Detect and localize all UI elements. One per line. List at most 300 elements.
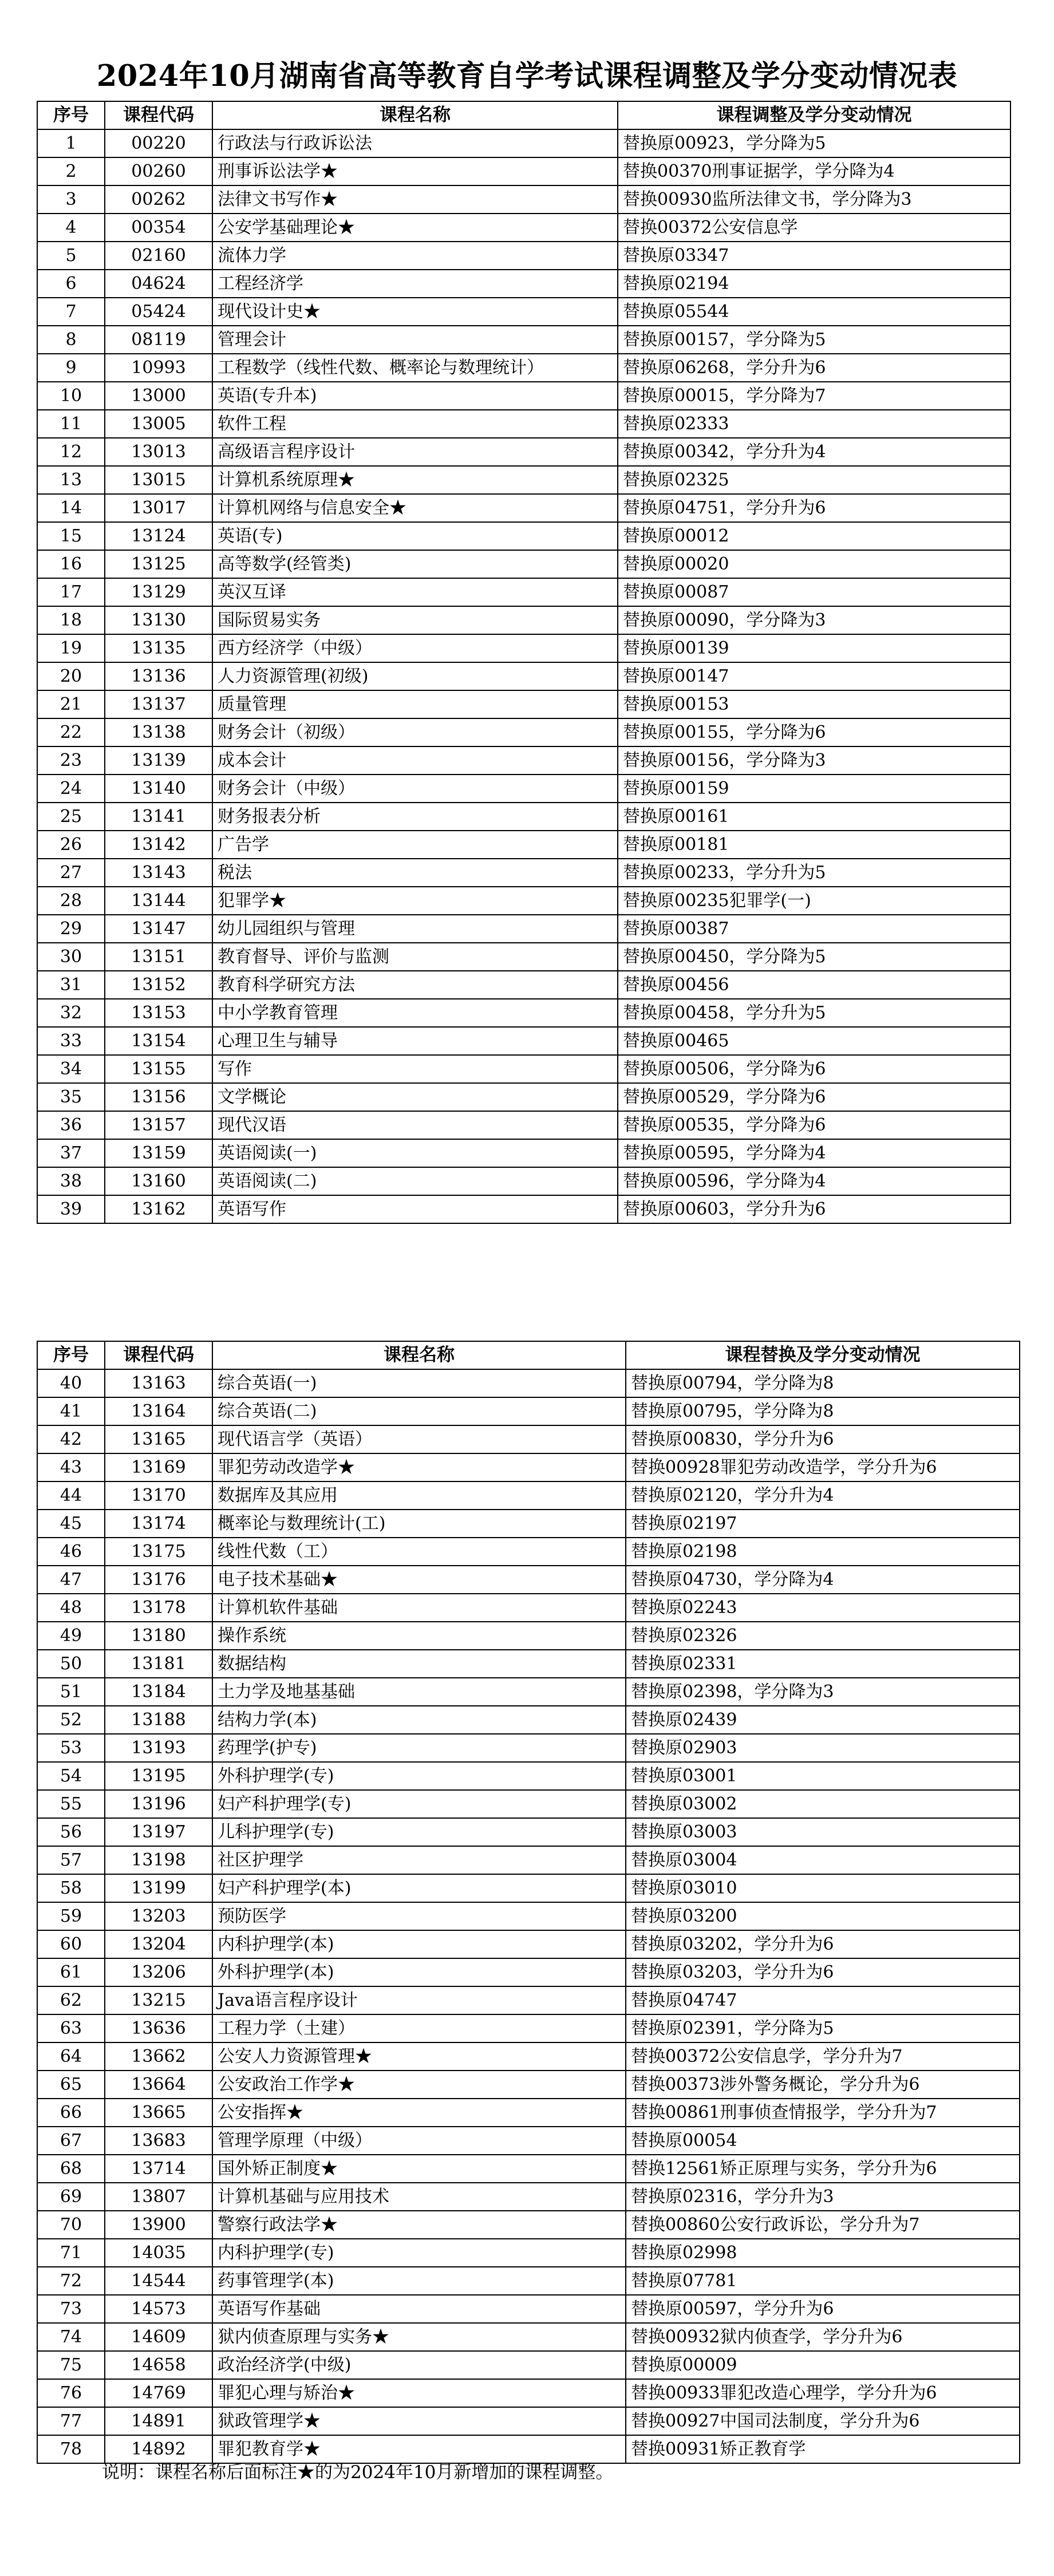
cell-index: 49	[37, 1622, 105, 1650]
cell-index: 35	[37, 1083, 105, 1111]
table-row	[37, 410, 1010, 438]
table-row	[37, 1055, 1010, 1083]
cell-course-name: 英语阅读(一)	[212, 1139, 618, 1167]
table-row	[37, 2295, 1020, 2323]
header-course-name: 课程名称	[212, 101, 618, 129]
cell-change: 替换原03347	[618, 242, 1010, 270]
cell-index: 54	[37, 1762, 105, 1790]
cell-code: 13198	[105, 1846, 212, 1874]
cell-course-name: 公安政治工作学★	[212, 2071, 626, 2099]
cell-course-name: 高等数学(经管类)	[212, 550, 618, 578]
table-row	[37, 1510, 1020, 1538]
cell-index: 20	[37, 662, 105, 690]
cell-course-name: 工程数学（线性代数、概率论与数理统计）	[212, 354, 618, 382]
cell-code: 14573	[105, 2295, 212, 2323]
cell-course-name: 管理会计	[212, 326, 618, 354]
cell-change: 替换原02194	[618, 270, 1010, 298]
cell-index: 59	[37, 1902, 105, 1930]
cell-index: 5	[37, 242, 105, 270]
cell-course-name: 结构力学(本)	[212, 1706, 626, 1734]
cell-index: 45	[37, 1510, 105, 1538]
cell-code: 13137	[105, 690, 212, 718]
header-index: 序号	[37, 101, 105, 129]
cell-change: 替换原00235犯罪学(一)	[618, 887, 1010, 915]
cell-index: 61	[37, 1958, 105, 1986]
table-row	[37, 2351, 1020, 2379]
table-row	[37, 943, 1010, 971]
cell-code: 14035	[105, 2239, 212, 2267]
cell-index: 1	[37, 129, 105, 157]
cell-code: 13170	[105, 1481, 212, 1510]
header-change: 课程调整及学分变动情况	[618, 101, 1010, 129]
cell-change: 替换原00012	[618, 522, 1010, 550]
cell-index: 73	[37, 2295, 105, 2323]
cell-index: 19	[37, 634, 105, 662]
table-row	[37, 2379, 1020, 2407]
cell-course-name: 质量管理	[212, 690, 618, 718]
cell-change: 替换原00155，学分降为6	[618, 718, 1010, 746]
cell-change: 替换原00147	[618, 662, 1010, 690]
cell-code: 00262	[105, 185, 212, 214]
cell-code: 13662	[105, 2042, 212, 2071]
cell-code: 14891	[105, 2407, 212, 2435]
cell-index: 75	[37, 2351, 105, 2379]
table-row	[37, 2183, 1020, 2211]
cell-code: 13155	[105, 1055, 212, 1083]
table-row	[37, 775, 1010, 803]
cell-course-name: 高级语言程序设计	[212, 438, 618, 466]
cell-course-name: 警察行政法学★	[212, 2211, 626, 2239]
cell-code: 14769	[105, 2379, 212, 2407]
cell-change: 替换00370刑事证据学，学分降为4	[618, 157, 1010, 185]
cell-code: 13017	[105, 494, 212, 522]
cell-index: 65	[37, 2071, 105, 2099]
cell-course-name: 文学概论	[212, 1083, 618, 1111]
cell-code: 13178	[105, 1594, 212, 1622]
table-row	[37, 718, 1010, 746]
cell-index: 22	[37, 718, 105, 746]
cell-change: 替换原02331	[626, 1650, 1020, 1678]
cell-course-name: 数据结构	[212, 1650, 626, 1678]
cell-index: 6	[37, 270, 105, 298]
cell-change: 替换原00087	[618, 578, 1010, 606]
table-row	[37, 2071, 1020, 2099]
cell-course-name: 英语写作	[212, 1195, 618, 1223]
cell-code: 10993	[105, 354, 212, 382]
cell-code: 13015	[105, 466, 212, 494]
cell-course-name: 操作系统	[212, 1622, 626, 1650]
cell-change: 替换原02316，学分升为3	[626, 2183, 1020, 2211]
cell-index: 8	[37, 326, 105, 354]
cell-code: 13164	[105, 1397, 212, 1425]
cell-change: 替换原02333	[618, 410, 1010, 438]
table-row	[37, 2267, 1020, 2295]
cell-course-name: 刑事诉讼法学★	[212, 157, 618, 185]
cell-index: 60	[37, 1930, 105, 1958]
cell-change: 替换原03003	[626, 1818, 1020, 1846]
cell-change: 替换原00603，学分升为6	[618, 1195, 1010, 1223]
cell-index: 70	[37, 2211, 105, 2239]
cell-code: 13204	[105, 1930, 212, 1958]
cell-course-name: 成本会计	[212, 746, 618, 775]
cell-course-name: 计算机系统原理★	[212, 466, 618, 494]
cell-code: 13160	[105, 1167, 212, 1195]
cell-index: 77	[37, 2407, 105, 2435]
cell-change: 替换原03202，学分升为6	[626, 1930, 1020, 1958]
cell-index: 38	[37, 1167, 105, 1195]
cell-change: 替换原00153	[618, 690, 1010, 718]
table-row	[37, 1762, 1020, 1790]
cell-course-name: 法律文书写作★	[212, 185, 618, 214]
table-row	[37, 550, 1010, 578]
cell-code: 13152	[105, 971, 212, 999]
header-index: 序号	[37, 1341, 105, 1369]
cell-code: 13138	[105, 718, 212, 746]
table-row	[37, 2042, 1020, 2071]
table-row	[37, 1650, 1020, 1678]
cell-code: 13162	[105, 1195, 212, 1223]
table-row	[37, 185, 1010, 214]
cell-change: 替换原00015，学分降为7	[618, 382, 1010, 410]
cell-course-name: 计算机软件基础	[212, 1594, 626, 1622]
cell-index: 26	[37, 831, 105, 859]
cell-code: 13193	[105, 1734, 212, 1762]
cell-index: 16	[37, 550, 105, 578]
table-row	[37, 690, 1010, 718]
cell-code: 13130	[105, 606, 212, 634]
table-row	[37, 157, 1010, 185]
cell-code: 13188	[105, 1706, 212, 1734]
cell-course-name: 写作	[212, 1055, 618, 1083]
cell-change: 替换原00161	[618, 803, 1010, 831]
cell-change: 替换原03200	[626, 1902, 1020, 1930]
cell-index: 32	[37, 999, 105, 1027]
table-row	[37, 1594, 1020, 1622]
cell-change: 替换原02325	[618, 466, 1010, 494]
cell-code: 14544	[105, 2267, 212, 2295]
cell-code: 13000	[105, 382, 212, 410]
cell-code: 13181	[105, 1650, 212, 1678]
cell-code: 13163	[105, 1369, 212, 1397]
cell-course-name: 税法	[212, 859, 618, 887]
cell-index: 33	[37, 1027, 105, 1055]
cell-code: 13165	[105, 1425, 212, 1453]
cell-code: 13151	[105, 943, 212, 971]
cell-index: 48	[37, 1594, 105, 1622]
cell-change: 替换00930监所法律文书，学分降为3	[618, 185, 1010, 214]
table-row	[37, 1083, 1010, 1111]
table-row	[37, 298, 1010, 326]
cell-course-name: 教育督导、评价与监测	[212, 943, 618, 971]
cell-change: 替换原02198	[626, 1538, 1020, 1566]
cell-index: 34	[37, 1055, 105, 1083]
cell-course-name: Java语言程序设计	[212, 1986, 626, 2014]
cell-code: 02160	[105, 242, 212, 270]
cell-change: 替换原02998	[626, 2239, 1020, 2267]
cell-code: 13139	[105, 746, 212, 775]
cell-course-name: 财务报表分析	[212, 803, 618, 831]
cell-change: 替换原03004	[626, 1846, 1020, 1874]
cell-course-name: 工程力学（土建）	[212, 2014, 626, 2042]
cell-index: 46	[37, 1538, 105, 1566]
cell-change: 替换原02326	[626, 1622, 1020, 1650]
cell-code: 13013	[105, 438, 212, 466]
cell-course-name: 管理学原理（中级）	[212, 2127, 626, 2155]
cell-change: 替换原00465	[618, 1027, 1010, 1055]
cell-course-name: 预防医学	[212, 1902, 626, 1930]
cell-change: 替换原00450，学分降为5	[618, 943, 1010, 971]
cell-index: 41	[37, 1397, 105, 1425]
table-row	[37, 1734, 1020, 1762]
table-row	[37, 1369, 1020, 1397]
cell-index: 3	[37, 185, 105, 214]
table-row	[37, 2155, 1020, 2183]
course-adjustment-table-2	[37, 1341, 1020, 2464]
cell-course-name: 人力资源管理(初级)	[212, 662, 618, 690]
cell-course-name: 财务会计（中级）	[212, 775, 618, 803]
table-row	[37, 1706, 1020, 1734]
cell-change: 替换原00529，学分降为6	[618, 1083, 1010, 1111]
cell-code: 04624	[105, 270, 212, 298]
cell-change: 替换原00156，学分降为3	[618, 746, 1010, 775]
cell-index: 55	[37, 1790, 105, 1818]
cell-change: 替换原04751，学分升为6	[618, 494, 1010, 522]
cell-change: 替换原02197	[626, 1510, 1020, 1538]
cell-course-name: 英语(专升本)	[212, 382, 618, 410]
cell-change: 替换原00009	[626, 2351, 1020, 2379]
cell-change: 替换原00506，学分降为6	[618, 1055, 1010, 1083]
cell-change: 替换00932狱内侦查学，学分升为6	[626, 2323, 1020, 2351]
cell-code: 13143	[105, 859, 212, 887]
cell-index: 51	[37, 1678, 105, 1706]
cell-course-name: 外科护理学(本)	[212, 1958, 626, 1986]
cell-code: 13807	[105, 2183, 212, 2211]
cell-index: 40	[37, 1369, 105, 1397]
cell-code: 13125	[105, 550, 212, 578]
cell-code: 13124	[105, 522, 212, 550]
cell-code: 13153	[105, 999, 212, 1027]
cell-change: 替换原06268，学分升为6	[618, 354, 1010, 382]
cell-index: 15	[37, 522, 105, 550]
cell-change: 替换原00794，学分降为8	[626, 1369, 1020, 1397]
cell-index: 30	[37, 943, 105, 971]
table-row	[37, 971, 1010, 999]
cell-code: 13129	[105, 578, 212, 606]
cell-code: 13180	[105, 1622, 212, 1650]
cell-code: 13136	[105, 662, 212, 690]
cell-code: 13005	[105, 410, 212, 438]
table-row	[37, 1538, 1020, 1566]
cell-change: 替换原00595，学分降为4	[618, 1139, 1010, 1167]
cell-code: 13142	[105, 831, 212, 859]
cell-code: 13159	[105, 1139, 212, 1167]
cell-course-name: 现代设计史★	[212, 298, 618, 326]
table-row	[37, 522, 1010, 550]
page-title: 2024年10月湖南省高等教育自学考试课程调整及学分变动情况表	[96, 59, 958, 93]
cell-index: 4	[37, 214, 105, 242]
cell-index: 64	[37, 2042, 105, 2071]
cell-code: 13196	[105, 1790, 212, 1818]
cell-course-name: 心理卫生与辅导	[212, 1027, 618, 1055]
table-row	[37, 1566, 1020, 1594]
cell-change: 替换原00342，学分升为4	[618, 438, 1010, 466]
cell-index: 44	[37, 1481, 105, 1510]
cell-change: 替换00372公安信息学	[618, 214, 1010, 242]
header-code: 课程代码	[105, 101, 212, 129]
cell-index: 21	[37, 690, 105, 718]
cell-change: 替换00928罪犯劳动改造学，学分升为6	[626, 1453, 1020, 1481]
cell-course-name: 内科护理学(专)	[212, 2239, 626, 2267]
cell-index: 39	[37, 1195, 105, 1223]
cell-code: 14609	[105, 2323, 212, 2351]
cell-code: 13140	[105, 775, 212, 803]
cell-course-name: 药事管理学(本)	[212, 2267, 626, 2295]
cell-code: 13154	[105, 1027, 212, 1055]
cell-course-name: 现代语言学（英语）	[212, 1425, 626, 1453]
cell-index: 25	[37, 803, 105, 831]
cell-change: 替换00372公安信息学，学分升为7	[626, 2042, 1020, 2071]
table-row	[37, 494, 1010, 522]
cell-code: 14892	[105, 2435, 212, 2463]
cell-course-name: 社区护理学	[212, 1846, 626, 1874]
cell-course-name: 综合英语(二)	[212, 1397, 626, 1425]
table-row	[37, 2407, 1020, 2435]
cell-index: 74	[37, 2323, 105, 2351]
table-row	[37, 634, 1010, 662]
cell-change: 替换原02120，学分升为4	[626, 1481, 1020, 1510]
cell-change: 替换原00597，学分升为6	[626, 2295, 1020, 2323]
cell-change: 替换原00535，学分降为6	[618, 1111, 1010, 1139]
course-adjustment-table-1	[37, 101, 1011, 1224]
cell-change: 替换原00181	[618, 831, 1010, 859]
table-row	[37, 1958, 1020, 1986]
cell-course-name: 概率论与数理统计(工)	[212, 1510, 626, 1538]
cell-change: 替换原05544	[618, 298, 1010, 326]
cell-code: 13184	[105, 1678, 212, 1706]
table-row	[37, 326, 1010, 354]
cell-change: 替换原00157，学分降为5	[618, 326, 1010, 354]
cell-index: 28	[37, 887, 105, 915]
table-row	[37, 1874, 1020, 1902]
cell-index: 58	[37, 1874, 105, 1902]
cell-change: 替换原00020	[618, 550, 1010, 578]
cell-code: 13176	[105, 1566, 212, 1594]
cell-code: 13665	[105, 2099, 212, 2127]
cell-course-name: 犯罪学★	[212, 887, 618, 915]
table-row	[37, 1453, 1020, 1481]
cell-course-name: 英语写作基础	[212, 2295, 626, 2323]
table-row	[37, 2211, 1020, 2239]
cell-index: 14	[37, 494, 105, 522]
cell-code: 13169	[105, 1453, 212, 1481]
header-change: 课程替换及学分变动情况	[626, 1341, 1020, 1369]
cell-change: 替换原00596，学分降为4	[618, 1167, 1010, 1195]
cell-course-name: 财务会计（初级）	[212, 718, 618, 746]
cell-course-name: 公安指挥★	[212, 2099, 626, 2127]
table-row	[37, 1027, 1010, 1055]
cell-code: 13174	[105, 1510, 212, 1538]
cell-course-name: 妇产科护理学(专)	[212, 1790, 626, 1818]
cell-course-name: 幼儿园组织与管理	[212, 915, 618, 943]
table-row	[37, 803, 1010, 831]
cell-change: 替换原00090，学分降为3	[618, 606, 1010, 634]
table-row	[37, 1790, 1020, 1818]
table-row	[37, 999, 1010, 1027]
cell-code: 13144	[105, 887, 212, 915]
cell-code: 13157	[105, 1111, 212, 1139]
cell-code: 13206	[105, 1958, 212, 1986]
cell-index: 29	[37, 915, 105, 943]
table-row	[37, 1139, 1010, 1167]
table-row	[37, 1195, 1010, 1223]
table-row	[37, 1902, 1020, 1930]
cell-course-name: 电子技术基础★	[212, 1566, 626, 1594]
cell-change: 替换00861刑事侦查情报学，学分升为7	[626, 2099, 1020, 2127]
table-row	[37, 214, 1010, 242]
cell-code: 13156	[105, 1083, 212, 1111]
table-row	[37, 242, 1010, 270]
cell-course-name: 外科护理学(专)	[212, 1762, 626, 1790]
cell-code: 13683	[105, 2127, 212, 2155]
table-row	[37, 438, 1010, 466]
table-row	[37, 1167, 1010, 1195]
cell-course-name: 英语(专)	[212, 522, 618, 550]
cell-change: 替换原03001	[626, 1762, 1020, 1790]
cell-course-name: 计算机网络与信息安全★	[212, 494, 618, 522]
header-course-name: 课程名称	[212, 1341, 626, 1369]
cell-course-name: 药理学(护专)	[212, 1734, 626, 1762]
table-row	[37, 1678, 1020, 1706]
cell-code: 13147	[105, 915, 212, 943]
cell-index: 50	[37, 1650, 105, 1678]
cell-course-name: 行政法与行政诉讼法	[212, 129, 618, 157]
cell-code: 00220	[105, 129, 212, 157]
cell-change: 替换原00159	[618, 775, 1010, 803]
cell-code: 00260	[105, 157, 212, 185]
cell-index: 10	[37, 382, 105, 410]
cell-course-name: 内科护理学(本)	[212, 1930, 626, 1958]
cell-change: 替换原02243	[626, 1594, 1020, 1622]
table-row	[37, 2239, 1020, 2267]
table-row	[37, 662, 1010, 690]
table-row	[37, 2014, 1020, 2042]
cell-course-name: 妇产科护理学(本)	[212, 1874, 626, 1902]
cell-course-name: 儿科护理学(专)	[212, 1818, 626, 1846]
cell-index: 66	[37, 2099, 105, 2127]
cell-course-name: 罪犯劳动改造学★	[212, 1453, 626, 1481]
cell-code: 13135	[105, 634, 212, 662]
cell-index: 63	[37, 2014, 105, 2042]
cell-code: 13141	[105, 803, 212, 831]
cell-change: 替换原07781	[626, 2267, 1020, 2295]
cell-change: 替换原00233，学分升为5	[618, 859, 1010, 887]
cell-index: 12	[37, 438, 105, 466]
cell-change: 替换原00054	[626, 2127, 1020, 2155]
cell-course-name: 英汉互译	[212, 578, 618, 606]
table-row	[37, 578, 1010, 606]
cell-index: 11	[37, 410, 105, 438]
cell-change: 替换原04747	[626, 1986, 1020, 2014]
table-row	[37, 831, 1010, 859]
cell-code: 13199	[105, 1874, 212, 1902]
cell-course-name: 公安人力资源管理★	[212, 2042, 626, 2071]
cell-index: 37	[37, 1139, 105, 1167]
cell-index: 68	[37, 2155, 105, 2183]
cell-course-name: 教育科学研究方法	[212, 971, 618, 999]
cell-index: 72	[37, 2267, 105, 2295]
table-row	[37, 1111, 1010, 1139]
table-row	[37, 466, 1010, 494]
